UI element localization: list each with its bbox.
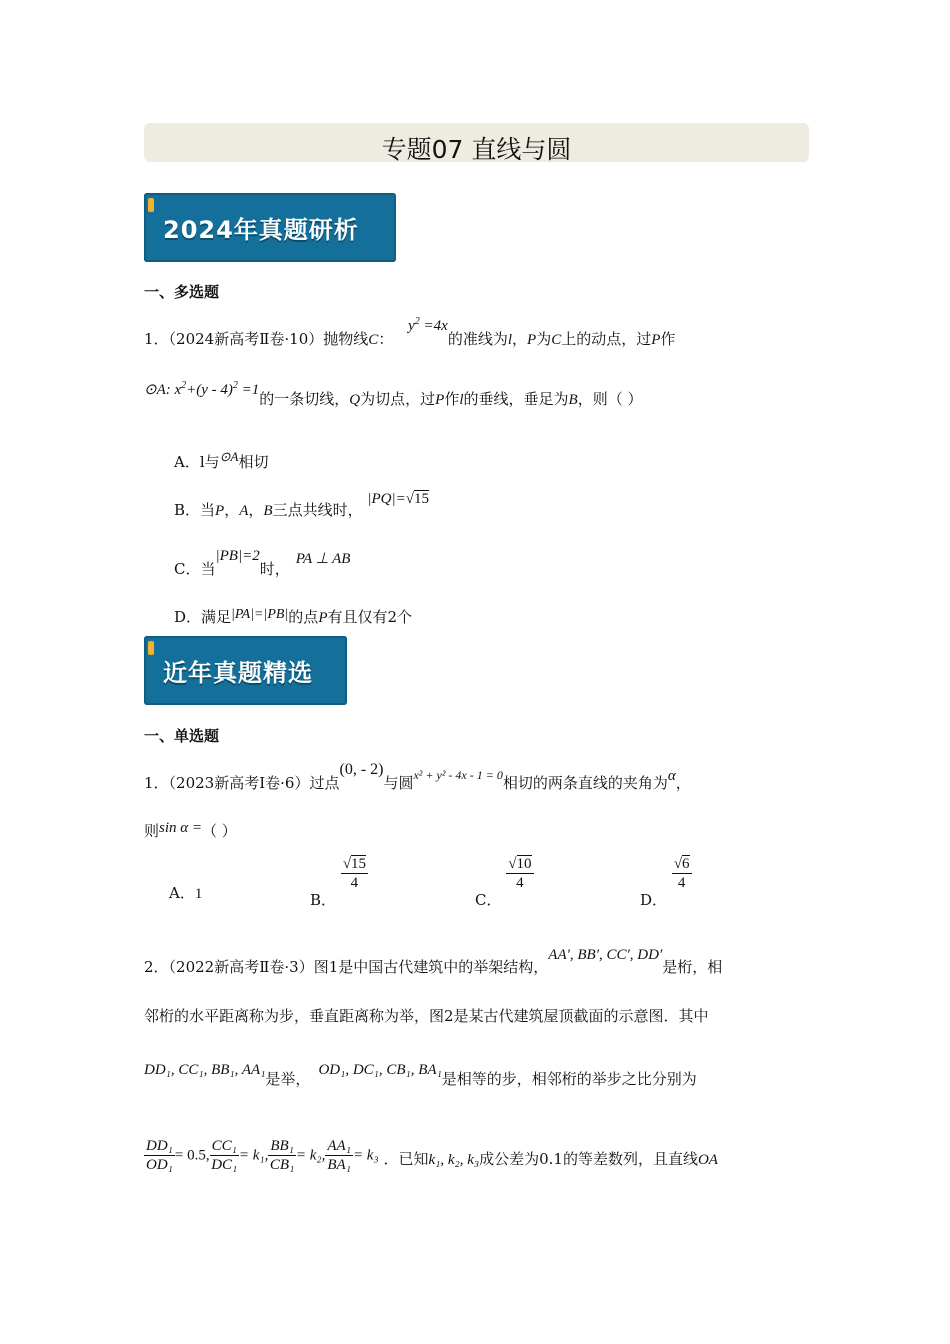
page-title: 专题07 直线与圆: [381, 135, 572, 164]
q1-line-2: 则sin α =（ ）: [144, 820, 237, 840]
section-heading-multi: 一、多选题: [144, 283, 220, 301]
frac-d: $\frac{√6}{4}$: [673, 856, 690, 891]
q1-option-a[interactable]: A．1: [169, 884, 203, 902]
q1-line-1: 1．（2023新高考Ⅰ卷·6）过点(0, - 2)与圆$^{x^2 + y^2 - 4x - 1 = 0}$相切的两条直线的夹角为α，: [144, 761, 691, 792]
q2024-line-2: ⊙A: $x^2+(y - 4)^2 =1$的一条切线，Q为切点，过P作l的垂线，垂足为B，则（ ）: [144, 380, 643, 408]
q2-line-2: 邻桁的水平距离称为步，垂直距离称为举，图2是某古代建筑屋顶截面的示意图．其中: [144, 1007, 709, 1025]
frac-bb: $\frac{\text{BB₁}}{\text{CB₁}}$: [269, 1138, 295, 1173]
banner-tick: [148, 641, 154, 655]
banner-text: 2024年真题研析: [163, 216, 359, 244]
q1-option-d[interactable]: D． $\frac{√6}{4}$: [640, 856, 690, 909]
option-b[interactable]: B．当P，A，B三点共线时， |PQ|=√15: [174, 491, 429, 519]
q2024-line-1: 1．（2024新高考Ⅱ卷·10）抛物线C： $y^2 =4x$的准线为l，P为C上的动点，过P作: [144, 316, 676, 348]
q-source: （2024新高考Ⅱ卷·10）: [168, 330, 324, 348]
frac-dd: $\frac{\text{DD₁}}{\text{OD₁}}$: [146, 1138, 173, 1173]
banner-text: 近年真题精选: [163, 659, 313, 687]
banner-2024: [144, 193, 396, 262]
q2-line-4: $\frac{\text{DD₁}}{\text{OD₁}}$ = 0.5, $\frac{\text{CC₁}}{\text{DC₁}}$ = k₁, $\frac{\text{BB₁}}{\text{CB₁}}$ = k₂, $\frac{\text{AA₁}}{\text{BA₁}}$ = k₃ ．已知k₁, k₂, k₃成公差为0.1的等差数列，且直线OA: [146, 1138, 718, 1173]
section-heading-single: 一、单选题: [144, 727, 220, 745]
q-number: 1．: [144, 330, 169, 348]
q2-line-1: 2．（2022新高考Ⅱ卷·3）图1是中国古代建筑中的举架结构，AA′, BB′, CC′, DD′是桁，相: [144, 947, 723, 976]
pq-eq: |PQ|=√15: [367, 491, 429, 507]
banner-tick: [148, 198, 154, 212]
frac-cc: $\frac{\text{CC₁}}{\text{DC₁}}$: [211, 1138, 238, 1173]
option-d[interactable]: D．满足|PA|=|PB|的点P有且仅有2个: [174, 607, 413, 626]
circle-eq: ⊙A: $x^2+(y - 4)^2 =1$: [144, 380, 260, 398]
banner-recent: [144, 636, 347, 705]
frac-aa: $\frac{\text{AA₁}}{\text{BA₁}}$: [327, 1138, 351, 1173]
q1-option-c[interactable]: C． $\frac{√10}{4}$: [475, 856, 532, 909]
frac-b: $\frac{√15}{4}$: [342, 856, 367, 891]
q2-line-3: DD₁, CC₁, BB₁, AA₁是举， OD₁, DC₁, CB₁, BA₁是相等的步，相邻桁的举步之比分别为: [144, 1062, 697, 1088]
parabola-eq: $y^2 =4x$: [408, 316, 448, 334]
frac-c: $\frac{√10}{4}$: [508, 856, 532, 891]
option-a[interactable]: A．l与⊙A相切: [174, 449, 269, 471]
option-c[interactable]: C．当|PB|=2时，PA ⊥ AB: [174, 548, 351, 578]
q1-option-b[interactable]: B． $\frac{√15}{4}$: [310, 856, 367, 909]
